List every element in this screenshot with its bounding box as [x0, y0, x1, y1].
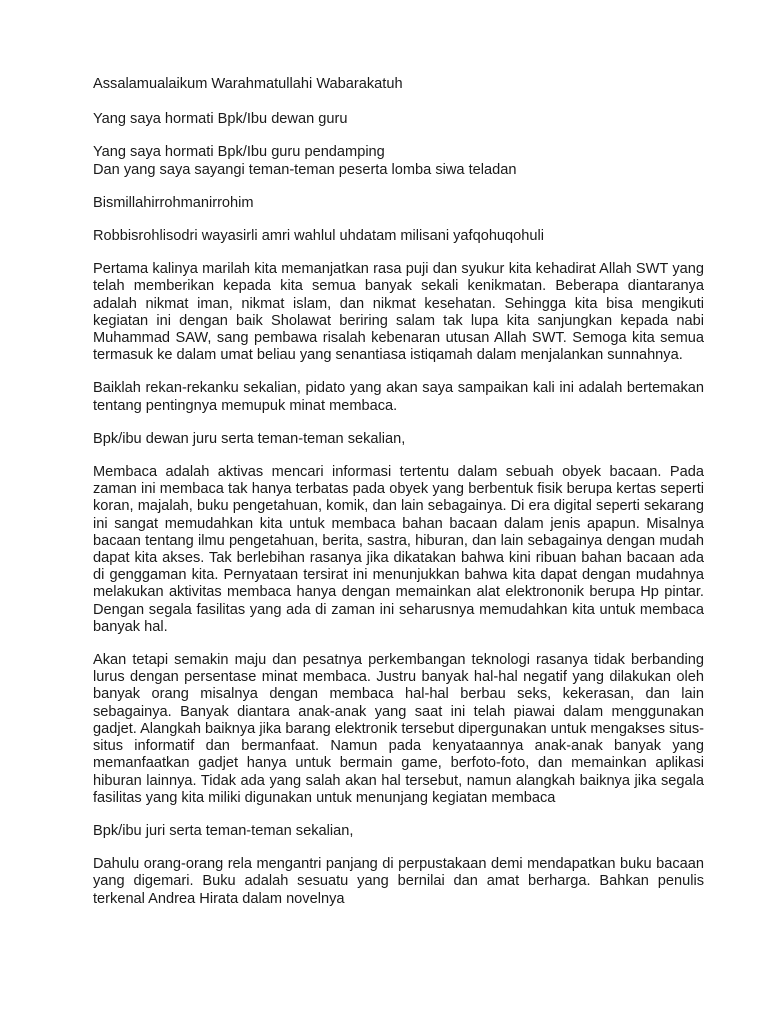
bismillah: Bismillahirrohmanirrohim [93, 194, 254, 211]
paragraph-teknologi: Akan tetapi semakin maju dan pesatnya perkembangan teknologi rasanya tidak berbanding lurus dengan persentase minat membaca. Justru banyak hal-hal negatif yang dilakukan oleh banyak orang misalnya dengan membaca hal-hal berbau seks, kekerasan, dan lain sebagainya. Banyak diantara anak-anak yang saat ini telah piawai dalam menggunakan gadjet. Alangkah baiknya jika barang elektronik tersebut dipergunakan untuk mengakses situs-situs informatif dan bermanfaat. Namun pada kenyataannya anak-anak banyak yang memanfaatkan gadjet hanya untuk bermain game, berfoto-foto, dan memainkan aplikasi hiburan lainnya. Tidak ada yang salah akan hal tersebut, namun alangkah baiknya jika segala fasilitas yang kita miliki digunakan untuk menunjang kegiatan membaca [93, 652, 704, 806]
address-dewan-juru: Bpk/ibu dewan juru serta teman-teman sekalian, [93, 430, 406, 447]
greeting: Assalamualaikum Warahmatullahi Wabarakatuh [93, 76, 403, 92]
salutation-teman-teman: Dan yang saya sayangi teman-teman peserta lomba siwa teladan [93, 161, 517, 178]
paragraph-theme: Baiklah rekan-rekanku sekalian, pidato yang akan saya sampaikan kali ini adalah bertemakan tentang pentingnya memupuk minat membaca. [93, 380, 704, 414]
paragraph-perpustakaan: Dahulu orang-orang rela mengantri panjang di perpustakaan demi mendapatkan buku bacaan yang digemari. Buku adalah sesuatu yang bernilai dan amat berharga. Bahkan penulis terkenal Andrea Hirata dalam novelnya [93, 856, 704, 907]
document-page [93, 76, 704, 924]
opening-prayer: Robbisrohlisodri wayasirli amri wahlul uhdatam milisani yafqohuqohuli [93, 228, 544, 245]
paragraph-membaca: Membaca adalah aktivas mencari informasi tertentu dalam sebuah obyek bacaan. Pada zaman ini membaca tak hanya terbatas pada obyek yang berbentuk fisik berupa kertas seperti koran, majalah, buku pengetahuan, komik, dan lain sebagainya. Di era digital seperti sekarang ini sangat memudahkan kita untuk membaca bahan bacaan dalam jenis apapun. Misalnya bacaan tentang ilmu pengetahuan, berita, sastra, hiburan, dan lain sebagainya dengan mudah dapat kita akses. Tak berlebihan rasanya jika dikatakan bahwa kini ribuan bahan bacaan ada di genggaman kita. Pernyataan tersirat ini menunjukkan bahwa kita dapat dengan mudahnya melakukan aktivitas membaca hanya dengan memainkan alat elektrononik berupa Hp pintar. Dengan segala fasilitas yang ada di zaman ini seharusnya memudahkan kita untuk membaca banyak hal. [93, 464, 704, 635]
paragraph-opening: Pertama kalinya marilah kita memanjatkan rasa puji dan syukur kita kehadirat Allah SWT yang telah memberikan kepada kita semua banyak sekali kenikmatan. Beberapa diantaranya adalah nikmat iman, nikmat islam, dan nikmat kesehatan. Sehingga kita bisa mengikuti kegiatan ini dengan baik Sholawat beriring salam tak lupa kita sanjungkan kepada nabi Muhammad SAW, sang pembawa risalah kebenaran utusan Allah SWT. Semoga kita semua termasuk ke dalam umat beliau yang senantiasa istiqamah dalam menjalankan sunnahnya. [93, 261, 704, 364]
address-juri: Bpk/ibu juri serta teman-teman sekalian, [93, 822, 354, 839]
salutation-dewan-guru: Yang saya hormati Bpk/Ibu dewan guru [93, 111, 348, 128]
salutation-guru-pendamping: Yang saya hormati Bpk/Ibu guru pendamping [93, 144, 385, 161]
